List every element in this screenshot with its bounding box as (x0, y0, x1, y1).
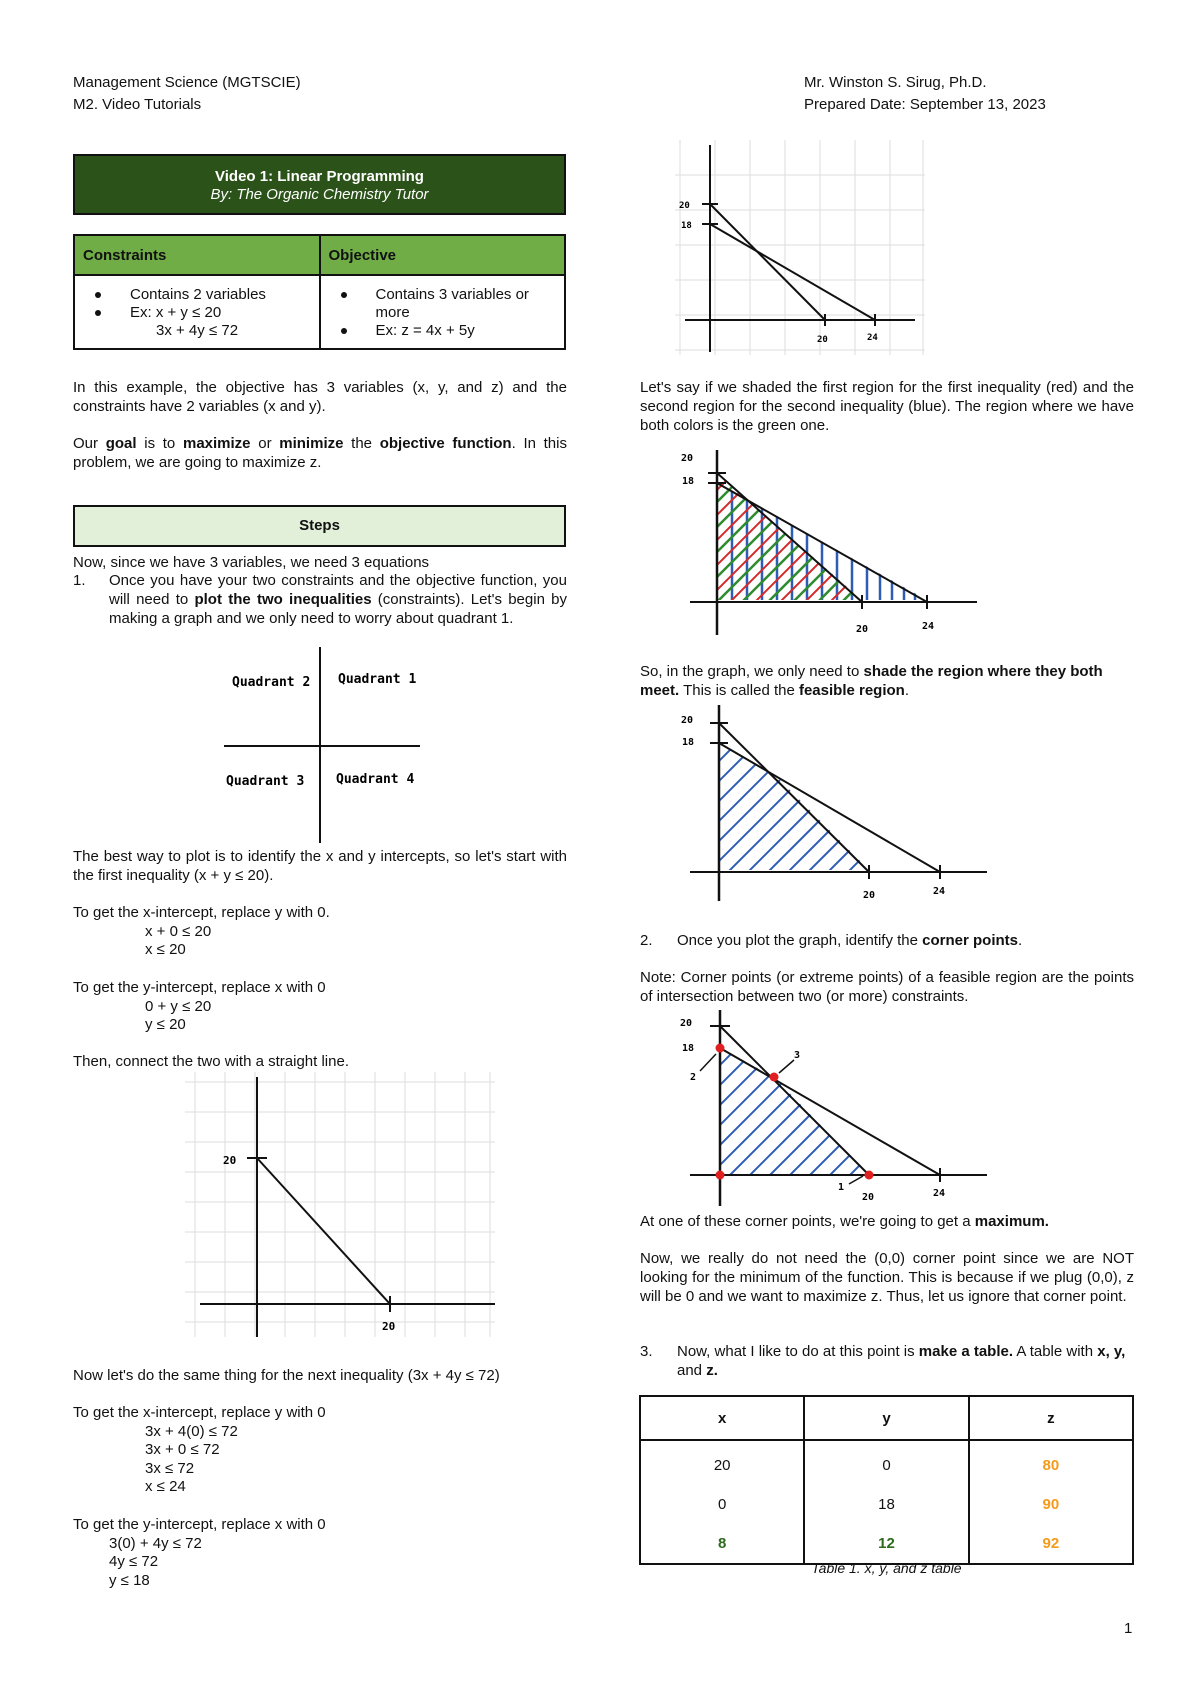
step2-number: 2. (640, 932, 653, 949)
corner-label: 2 (690, 1072, 697, 1083)
graph-shaded-regions (672, 445, 982, 640)
yint1-line: y ≤ 20 (145, 1016, 186, 1033)
video-title-box (73, 154, 566, 215)
tick-label: 20 (681, 453, 694, 464)
yint1-lead: To get the y-intercept, replace x with 0 (73, 979, 326, 996)
steps-header: Steps (73, 505, 566, 547)
plot-paragraph: The best way to plot is to identify the x and y intercepts, so let's start with the first inequality (x + y ≤ 20). (73, 848, 567, 884)
table-cell: 8 (640, 1524, 804, 1564)
objective-header: Objective (320, 235, 566, 275)
z-value: 80 (969, 1440, 1133, 1485)
yint2-line: 3(0) + 4y ≤ 72 (109, 1535, 202, 1552)
video-author: By: The Organic Chemistry Tutor (210, 186, 429, 203)
corner-note: Note: Corner points (or extreme points) of a feasible region are the points of intersection between two (or more) constraints. (640, 969, 1134, 1005)
tick-label: 24 (922, 621, 935, 632)
tick-label: 24 (867, 333, 878, 343)
module-name: M2. Video Tutorials (73, 96, 202, 113)
connect-text: Then, connect the two with a straight line. (73, 1053, 349, 1070)
table-header-z: z (969, 1396, 1133, 1440)
step1-number: 1. (73, 572, 86, 589)
list-item: Ex: x + y ≤ 20 (95, 304, 313, 322)
yint2-line: y ≤ 18 (109, 1572, 150, 1589)
xint2-lead: To get the x-intercept, replace y with 0 (73, 1404, 326, 1421)
table-cell: 20 (640, 1440, 804, 1485)
prepared-date: Prepared Date: September 13, 2023 (804, 96, 1046, 113)
tick-label: 20 (679, 201, 690, 211)
xint2-line: 3x ≤ 72 (145, 1460, 195, 1477)
tick-label: 18 (681, 221, 692, 231)
table-row (640, 1485, 1133, 1524)
corner-label: 3 (794, 1050, 801, 1061)
constraint-extra: 3x + 4y ≤ 72 (156, 322, 239, 339)
video-title: Video 1: Linear Programming (215, 168, 424, 185)
constraints-header: Constraints (74, 235, 320, 275)
table-caption: Table 1. x, y, and z table (811, 1560, 962, 1576)
quadrant-3-label: Quadrant 3 (226, 774, 305, 789)
table-cell: 0 (640, 1485, 804, 1524)
step3-text: Now, what I like to do at this point is make a table. A table with x, y, and z. (677, 1343, 1126, 1379)
yint2-line: 4y ≤ 72 (109, 1553, 159, 1570)
table-header-y: y (804, 1396, 968, 1440)
table-cell: 0 (804, 1440, 968, 1485)
list-item: Ex: z = 4x + 5y (341, 322, 559, 340)
goal-paragraph: Our goal is to maximize or minimize the objective function. In this problem, we are going to maximize z. (73, 435, 567, 471)
xint2-line: 3x + 0 ≤ 72 (145, 1441, 220, 1458)
tick-label: 20 (862, 1192, 875, 1203)
tick-label: 24 (933, 886, 946, 897)
tick-label: 18 (682, 737, 695, 748)
xint1-line: x ≤ 20 (145, 941, 186, 958)
table-cell: 18 (804, 1485, 968, 1524)
table-header-x: x (640, 1396, 804, 1440)
quadrant-1-label: Quadrant 1 (338, 672, 417, 687)
step1-text: Once you have your two constraints and the objective function, you will need to plot the two inequalities (constraints). Let's begin by making a graph and we only need to worry about quadrant 1. (109, 572, 568, 627)
graph-corner-points (672, 1008, 992, 1208)
constraints-cell (74, 275, 320, 349)
maximum-text: At one of these corner points, we're going to get a maximum. (640, 1213, 1049, 1230)
tick-label: 20 (817, 335, 828, 345)
tick-label: 18 (682, 1043, 695, 1054)
tick-label: 20 (680, 1018, 693, 1029)
instructor-name: Mr. Winston S. Sirug, Ph.D. (804, 74, 987, 91)
quadrant-2-label: Quadrant 2 (232, 675, 311, 690)
xint1-lead: To get the x-intercept, replace y with 0. (73, 904, 330, 921)
quadrant-diagram (220, 645, 425, 845)
z-value: 92 (969, 1524, 1133, 1564)
tick-label: 24 (933, 1188, 946, 1199)
xint2-line: 3x + 4(0) ≤ 72 (145, 1423, 238, 1440)
corner-label: 1 (838, 1182, 845, 1193)
feasible-paragraph: So, in the graph, we only need to shade the region where they both meet. This is called the feasible region. (640, 663, 1103, 699)
quadrant-4-label: Quadrant 4 (336, 772, 415, 787)
next-inequality-text: Now let's do the same thing for the next inequality (3x + 4y ≤ 72) (73, 1367, 500, 1384)
shade-paragraph: Let's say if we shaded the first region for the first inequality (red) and the second region for the second inequality (blue). The region where we have both colors is the green one. (640, 379, 1134, 434)
step2-text: Once you plot the graph, identify the corner points. (677, 932, 1023, 949)
yint1-line: 0 + y ≤ 20 (145, 998, 212, 1015)
list-item: Contains 2 variables (95, 286, 313, 304)
objective-cell (320, 275, 566, 349)
xint1-line: x + 0 ≤ 20 (145, 923, 212, 940)
xyz-table (639, 1395, 1134, 1565)
tick-label: 18 (682, 476, 695, 487)
table-row (640, 1440, 1133, 1485)
tick-label: 20 (863, 890, 876, 901)
tick-label: 20 (856, 624, 869, 635)
yint2-lead: To get the y-intercept, replace x with 0 (73, 1516, 326, 1533)
ignore-paragraph: Now, we really do not need the (0,0) corner point since we are NOT looking for the minimum of the function. This is because if we plug (0,0), z will be 0 and we want to maximize z. Thus, let us ignore that corner point. (640, 1250, 1134, 1305)
xint2-line: x ≤ 24 (145, 1478, 186, 1495)
tick-label: 20 (223, 1154, 237, 1167)
intro-paragraph: In this example, the objective has 3 variables (x, y, and z) and the constraints have 2 variables (x and y). (73, 379, 567, 415)
list-item: Contains 3 variables or more (341, 286, 559, 322)
graph-two-lines (675, 140, 930, 358)
tick-label: 20 (681, 715, 694, 726)
graph-line-1 (185, 1072, 500, 1342)
page-number: 1 (1124, 1620, 1133, 1637)
constraints-objective-table (73, 234, 566, 350)
course-name: Management Science (MGTSCIE) (73, 74, 301, 91)
table-cell: 12 (804, 1524, 968, 1564)
z-value: 90 (969, 1485, 1133, 1524)
graph-feasible-region (672, 703, 992, 903)
table-row (640, 1524, 1133, 1564)
tick-label: 20 (382, 1320, 396, 1333)
step3-number: 3. (640, 1343, 653, 1360)
steps-lead: Now, since we have 3 variables, we need 3 equations (73, 554, 430, 571)
